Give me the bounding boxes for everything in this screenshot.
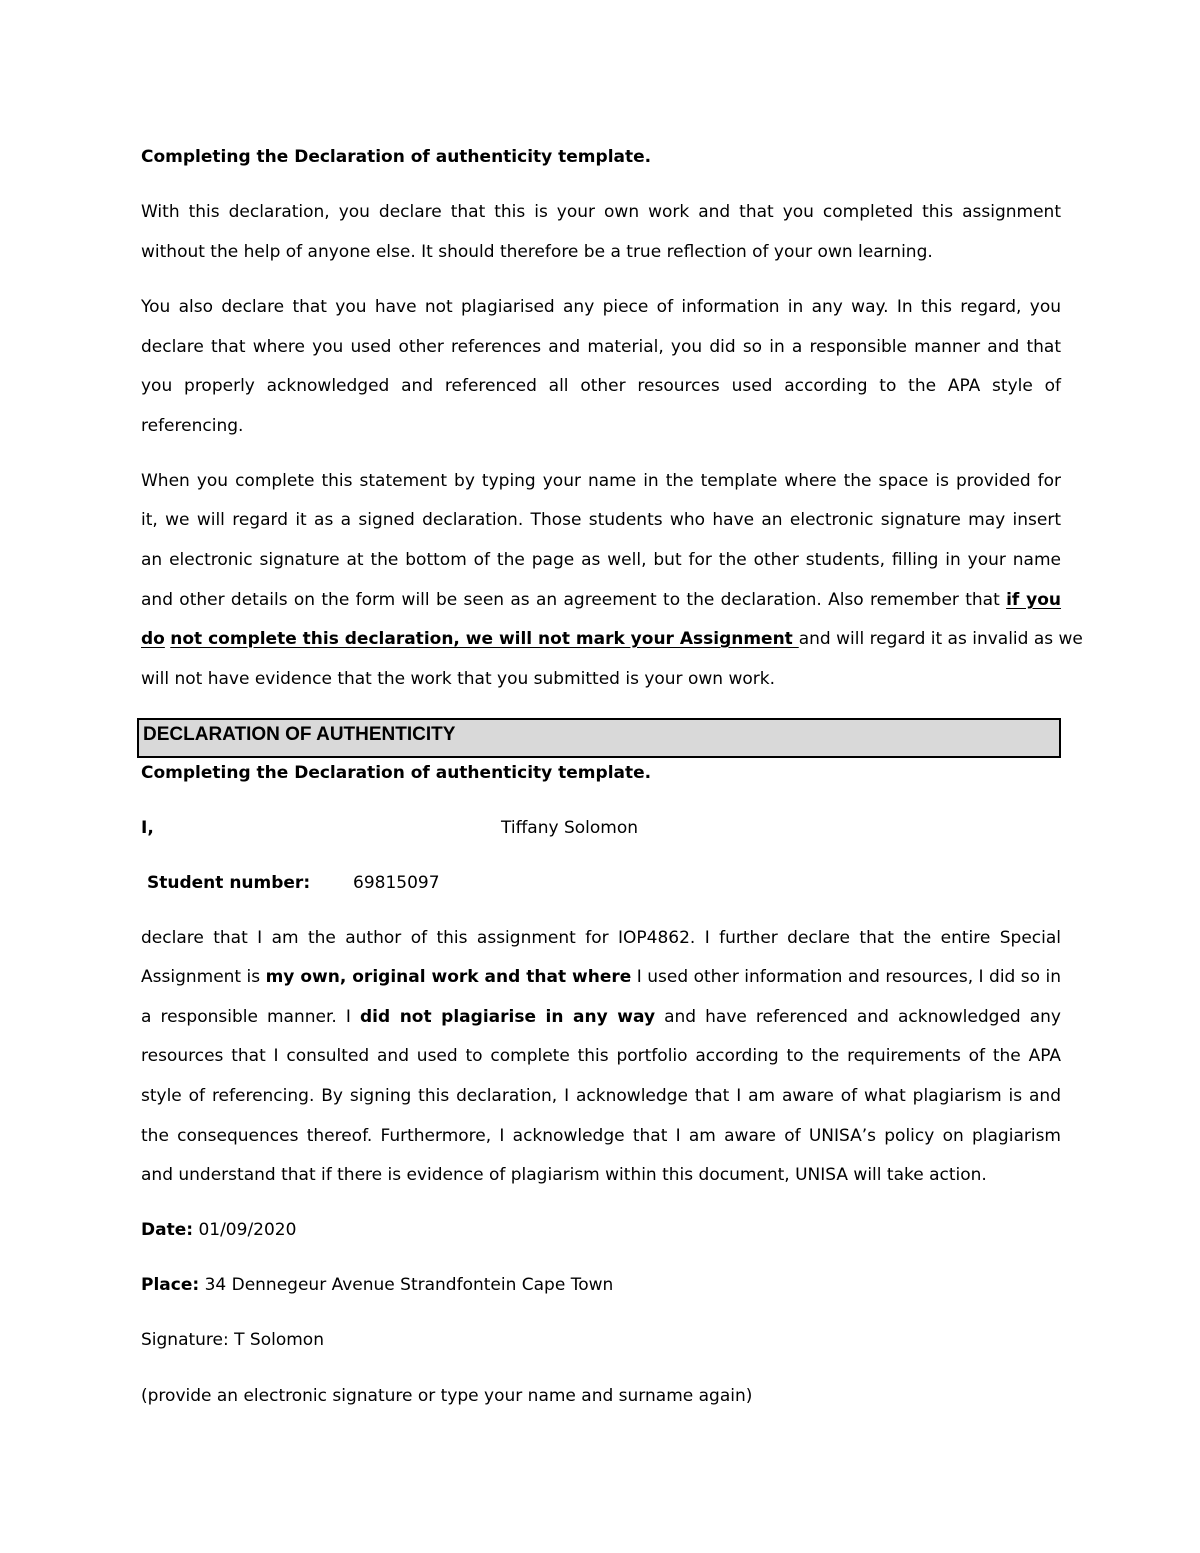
student-number-label: Student number: xyxy=(147,873,311,893)
intro-paragraph-3-line-5 xyxy=(141,628,1083,650)
intro-paragraph-2-line-4: referencing. xyxy=(141,416,244,436)
date-row xyxy=(141,1219,296,1241)
place-label: Place: xyxy=(141,1275,200,1295)
date-value: 01/09/2020 xyxy=(193,1220,297,1240)
intro-paragraph-3-line-4 xyxy=(141,589,1061,611)
declaration-body-line-3-b: and have referenced and acknowledged any xyxy=(655,1007,1061,1027)
declaration-title: DECLARATION OF AUTHENTICITY xyxy=(143,724,456,745)
declaration-body-line-3-bold: did not plagiarise in any way xyxy=(359,1007,656,1027)
declaration-body-line-5: style of referencing. By signing this declaration, I acknowledge that I am aware of what plagiarism is and xyxy=(141,1086,1061,1106)
intro-paragraph-3-line-6: will not have evidence that the work that you submitted is your own work. xyxy=(141,669,775,689)
intro-heading: Completing the Declaration of authenticity template. xyxy=(141,147,652,167)
student-number-value: 69815097 xyxy=(353,873,440,893)
declarant-label: I, xyxy=(141,818,154,838)
signature-instructions: (provide an electronic signature or type your name and surname again) xyxy=(141,1386,753,1406)
declaration-body-line-3-a: a responsible manner. I xyxy=(141,1007,360,1027)
intro-p3-line5-text: and will regard it as invalid as we xyxy=(798,629,1083,649)
place-value: 34 Dennegeur Avenue Strandfontein Cape Town xyxy=(199,1275,614,1295)
intro-paragraph-3-line-2: it, we will regard it as a signed declaration. Those students who have an electronic signature may insert xyxy=(141,510,1061,530)
place-row xyxy=(141,1274,613,1296)
intro-paragraph-3-line-1: When you complete this statement by typing your name in the template where the space is provided for xyxy=(141,471,1061,491)
intro-p3-line5-warning-a: do xyxy=(141,629,165,649)
declaration-title-box xyxy=(137,718,1061,758)
intro-paragraph-1-line-1: With this declaration, you declare that this is your own work and that you completed this assignment xyxy=(141,202,1061,222)
declaration-body-line-2-b: I used other information and resources, I did so in xyxy=(631,967,1061,987)
intro-paragraph-2-line-2: declare that where you used other references and material, you did so in a responsible manner and that xyxy=(141,337,1061,357)
declaration-body-line-2 xyxy=(141,966,1061,988)
declaration-body-line-6: the consequences thereof. Furthermore, I acknowledge that I am aware of UNISA’s policy on plagiarism xyxy=(141,1126,1061,1146)
declaration-body-line-2-bold: my own, original work and that where xyxy=(265,967,632,987)
intro-p3-line4-text: and other details on the form will be seen as an agreement to the declaration. Also remember that xyxy=(141,590,1007,610)
intro-paragraph-2-line-3: you properly acknowledged and referenced all other resources used according to the APA style of xyxy=(141,376,1061,396)
declaration-body-line-7: and understand that if there is evidence of plagiarism within this document, UNISA will take action. xyxy=(141,1165,987,1185)
declaration-body-line-1: declare that I am the author of this assignment for IOP4862. I further declare that the entire Special xyxy=(141,928,1061,948)
intro-paragraph-3-line-3: an electronic signature at the bottom of the page as well, but for the other students, filling in your name xyxy=(141,550,1061,570)
intro-p3-line4-warning: if you xyxy=(1006,590,1062,610)
intro-paragraph-1-line-2: without the help of anyone else. It should therefore be a true reflection of your own learning. xyxy=(141,242,933,262)
declarant-name: Tiffany Solomon xyxy=(501,818,639,838)
declaration-body-line-2-a: Assignment is xyxy=(141,967,266,987)
intro-p3-line5-warning-b: not complete this declaration, we will not mark your Assignment xyxy=(170,629,799,649)
date-label: Date: xyxy=(141,1220,194,1240)
intro-paragraph-2-line-1: You also declare that you have not plagiarised any piece of information in any way. In this regard, you xyxy=(141,297,1061,317)
signature-line: Signature: T Solomon xyxy=(141,1330,324,1350)
declaration-body-line-3 xyxy=(141,1006,1061,1028)
declaration-heading: Completing the Declaration of authenticity template. xyxy=(141,763,652,783)
declaration-body-line-4: resources that I consulted and used to complete this portfolio according to the requirements of the APA xyxy=(141,1046,1061,1066)
